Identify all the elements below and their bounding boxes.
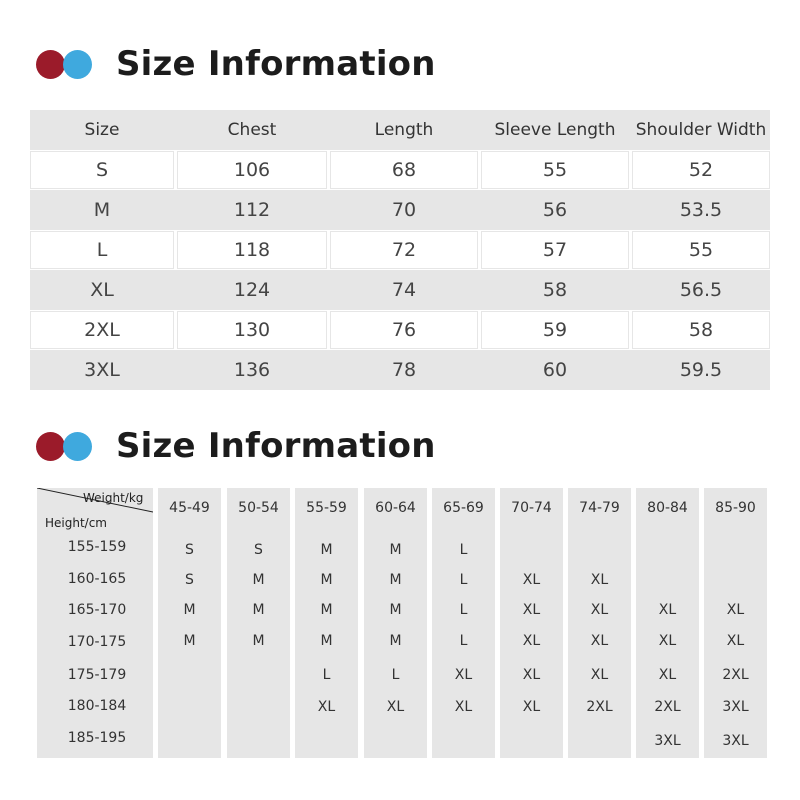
weight-column	[158, 488, 221, 758]
size-cell: XL	[726, 602, 745, 618]
size-cell: 2XL	[722, 667, 749, 683]
table-row	[30, 190, 770, 230]
height-row-label: 175-179	[67, 667, 127, 683]
table-cell: 72	[330, 231, 478, 269]
table-cell: 74	[391, 279, 417, 301]
weight-column	[636, 488, 699, 758]
table-row	[30, 150, 770, 190]
table-cell: L	[30, 231, 174, 269]
red-dot-icon	[36, 50, 65, 79]
table-cell: 76	[330, 311, 478, 349]
weight-column-label: 74-79	[579, 500, 620, 516]
header-chest: Chest	[227, 120, 277, 140]
size-cell: M	[183, 633, 196, 649]
weight-column-label: 50-54	[238, 500, 279, 516]
table-cell: 70	[391, 199, 417, 221]
size-cell: L	[459, 602, 468, 618]
weight-column	[568, 488, 631, 758]
table-cell: 52	[632, 151, 770, 189]
size-cell: L	[391, 667, 400, 683]
table-cell: 58	[632, 311, 770, 349]
size-cell: M	[252, 633, 265, 649]
weight-column	[704, 488, 767, 758]
table-row	[30, 310, 770, 350]
size-cell: XL	[454, 667, 473, 683]
size-cell: XL	[454, 699, 473, 715]
size-cell: XL	[522, 699, 541, 715]
header-length: Length	[374, 120, 434, 140]
table-cell: 57	[481, 231, 629, 269]
table-cell: 130	[177, 311, 327, 349]
size-cell: S	[185, 542, 194, 558]
table-cell: S	[30, 151, 174, 189]
size-cell: L	[459, 542, 468, 558]
height-row-label: 165-170	[67, 602, 127, 618]
weight-axis-label: Weight/kg	[83, 491, 144, 505]
size-cell: M	[389, 542, 402, 558]
size-cell: XL	[386, 699, 405, 715]
table-cell: 56.5	[679, 279, 723, 301]
size-cell: M	[252, 602, 265, 618]
brand-dots-icon	[36, 430, 96, 462]
weight-column-label: 70-74	[511, 500, 552, 516]
table-cell: 124	[233, 279, 271, 301]
red-dot-icon	[36, 432, 65, 461]
size-cell: XL	[522, 667, 541, 683]
size-measurement-table	[30, 110, 770, 390]
weight-column-label: 85-90	[715, 500, 756, 516]
size-cell: S	[254, 542, 263, 558]
table-row	[30, 230, 770, 270]
table-cell: 58	[542, 279, 568, 301]
weight-column-label: 60-64	[375, 500, 416, 516]
height-row-label: 155-159	[67, 539, 127, 555]
height-row-label: 180-184	[67, 698, 127, 714]
size-cell: M	[389, 633, 402, 649]
size-cell: L	[459, 572, 468, 588]
size-cell: M	[320, 572, 333, 588]
table-cell: 118	[177, 231, 327, 269]
table-cell: 55	[632, 231, 770, 269]
size-cell: XL	[658, 667, 677, 683]
size-table-header	[30, 110, 770, 150]
table-cell: 2XL	[30, 311, 174, 349]
table-cell: 59.5	[679, 359, 723, 381]
size-cell: XL	[590, 572, 609, 588]
table-cell: 55	[481, 151, 629, 189]
table-cell: 106	[177, 151, 327, 189]
size-cell: M	[320, 542, 333, 558]
weight-column	[500, 488, 563, 758]
table-cell: XL	[90, 279, 114, 301]
size-cell: XL	[726, 633, 745, 649]
size-cell: M	[320, 633, 333, 649]
weight-column	[295, 488, 358, 758]
table-cell: 3XL	[84, 359, 120, 381]
section2-title: Size Information	[116, 426, 436, 466]
section1-title: Size Information	[116, 44, 436, 84]
size-cell: L	[459, 633, 468, 649]
weight-column-label: 80-84	[647, 500, 688, 516]
table-cell: 112	[233, 199, 271, 221]
height-axis-label: Height/cm	[45, 516, 107, 530]
size-cell: XL	[522, 572, 541, 588]
size-cell: XL	[658, 633, 677, 649]
size-cell: 2XL	[654, 699, 681, 715]
header-shoulder-width: Shoulder Width	[635, 120, 767, 140]
size-cell: 2XL	[586, 699, 613, 715]
size-cell: S	[185, 572, 194, 588]
section1-header	[36, 42, 436, 86]
height-row-label: 170-175	[67, 634, 127, 650]
size-cell: M	[252, 572, 265, 588]
weight-column	[227, 488, 290, 758]
size-cell: XL	[590, 667, 609, 683]
weight-column	[432, 488, 495, 758]
size-cell: XL	[522, 633, 541, 649]
header-sleeve-length: Sleeve Length	[494, 120, 616, 140]
table-cell: 68	[330, 151, 478, 189]
corner-header-cell	[37, 488, 153, 530]
table-cell: 78	[391, 359, 417, 381]
size-cell: XL	[590, 602, 609, 618]
weight-column	[364, 488, 427, 758]
size-cell: L	[322, 667, 331, 683]
table-cell: 59	[481, 311, 629, 349]
table-cell: M	[93, 199, 111, 221]
blue-dot-icon	[63, 50, 92, 79]
header-size: Size	[84, 120, 120, 140]
table-row	[30, 270, 770, 310]
size-cell: 3XL	[722, 699, 749, 715]
table-row	[30, 350, 770, 390]
weight-column-label: 55-59	[306, 500, 347, 516]
size-cell: M	[320, 602, 333, 618]
blue-dot-icon	[63, 432, 92, 461]
size-cell: XL	[522, 602, 541, 618]
size-cell: XL	[658, 602, 677, 618]
size-cell: M	[389, 602, 402, 618]
weight-column-label: 65-69	[443, 500, 484, 516]
size-cell: XL	[317, 699, 336, 715]
size-cell: 3XL	[722, 733, 749, 749]
section2-header	[36, 424, 436, 468]
size-cell: 3XL	[654, 733, 681, 749]
height-row-label: 185-195	[67, 730, 127, 746]
table-cell: 56	[542, 199, 568, 221]
table-cell: 136	[233, 359, 271, 381]
height-row-label: 160-165	[67, 571, 127, 587]
table-cell: 53.5	[679, 199, 723, 221]
table-cell: 60	[542, 359, 568, 381]
brand-dots-icon	[36, 48, 96, 80]
size-cell: XL	[590, 633, 609, 649]
weight-column-label: 45-49	[169, 500, 210, 516]
size-cell: M	[183, 602, 196, 618]
size-cell: M	[389, 572, 402, 588]
